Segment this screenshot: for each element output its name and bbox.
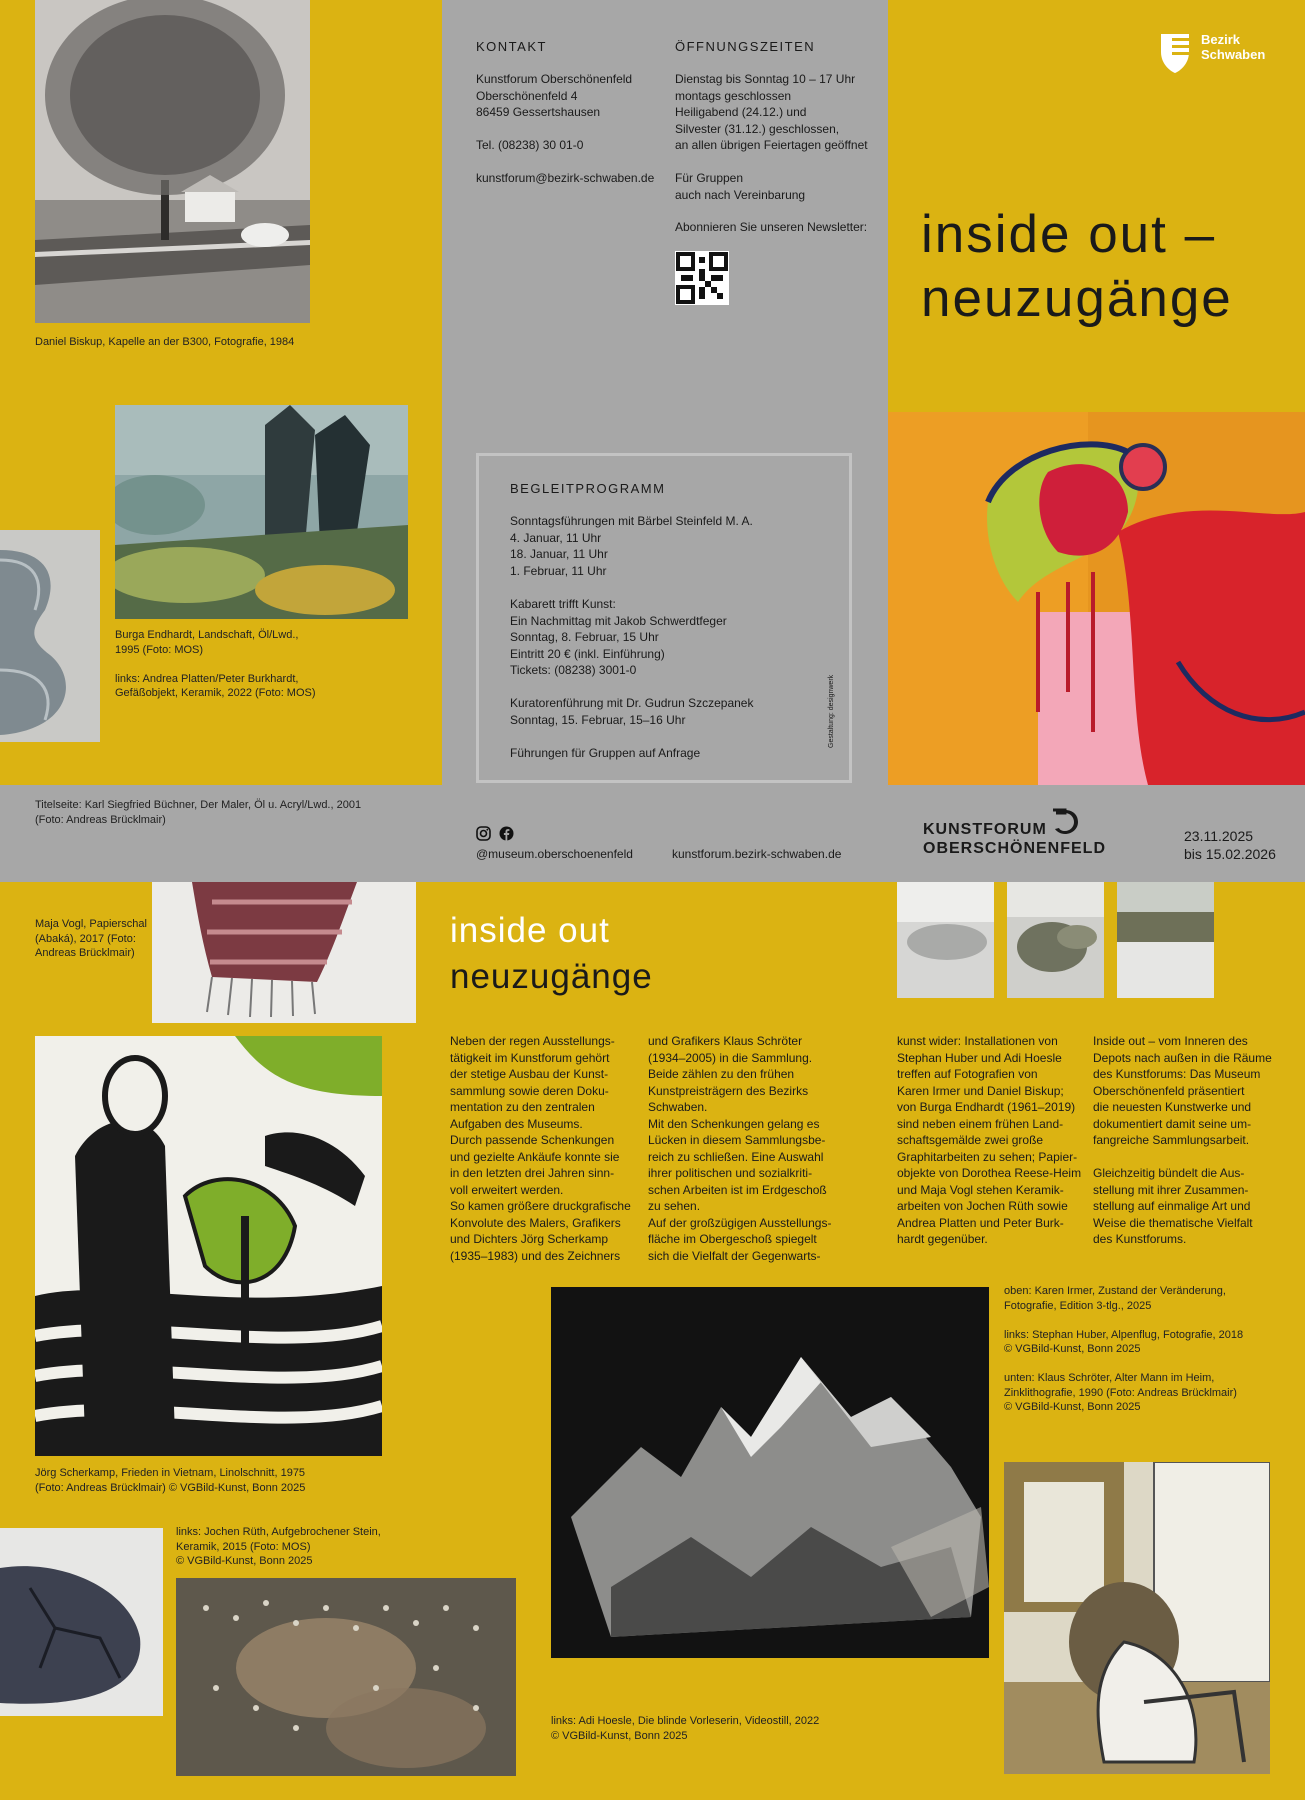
body-column-2: und Grafikers Klaus Schröter (1934–2005) in die Sammlung. Beide zählen zu den frühen Kunstpreisträgern des Bezirks Schwaben. Mit den Schenkungen gelang es Lücken in diesem Sammlungsbe- reich zu schließen. Eine Auswahl ihrer politischen und sozialkriti- schen Arbeiten ist im Erdgeschoß zu sehen. Auf der großzügigen Ausstellungs- fläche im Obergeschoß spiegelt sich die Vielfalt der Gegenwarts- — [648, 1034, 832, 1263]
caption-rueth: links: Jochen Rüth, Aufgebrochener Stein, Keramik, 2015 (Foto: MOS) © VGBild-Kunst, Bonn 2025 — [176, 1526, 381, 1567]
photo-irmer-2 — [1007, 882, 1104, 998]
contact-email[interactable]: kunstforum@bezirk-schwaben.de — [476, 171, 655, 185]
contact-heading: KONTAKT — [476, 39, 547, 54]
hours-heading: ÖFFNUNGSZEITEN — [675, 39, 816, 54]
caption-hoesle: links: Adi Hoesle, Die blinde Vorleserin, Videostill, 2022 © VGBild-Kunst, Bonn 2025 — [551, 1715, 820, 1742]
instagram-icon[interactable] — [476, 826, 491, 841]
photo-biskup-chapel — [35, 0, 310, 323]
installation-huber-alpenflug — [551, 1287, 989, 1658]
painting-endhardt-landscape — [115, 405, 408, 619]
contact-phone[interactable]: Tel. (08238) 30 01-0 — [476, 138, 584, 152]
design-credit: Gestaltung: designwerk — [828, 674, 835, 748]
painting-buechner-cover — [888, 412, 1305, 785]
contact-address: Kunstforum Oberschönenfeld Oberschönenfeld 4 86459 Gessertshausen — [476, 72, 633, 119]
photo-irmer-1 — [897, 882, 994, 998]
caption-cover: Titelseite: Karl Siegfried Büchner, Der Maler, Öl u. Acryl/Lwd., 2001 (Foto: Andreas Brücklmair) — [35, 799, 362, 826]
footer-band — [442, 785, 1305, 882]
newsletter-qr-code[interactable] — [675, 251, 729, 305]
photo-ceramic-vessel — [0, 530, 100, 742]
caption-scherkamp: Jörg Scherkamp, Frieden in Vietnam, Linolschnitt, 1975 (Foto: Andreas Brücklmair) © VGBild-Kunst, Bonn 2025 — [35, 1467, 306, 1494]
program-groups: Führungen für Gruppen auf Anfrage — [510, 746, 701, 760]
caption-endhardt: Burga Endhardt, Landschaft, Öl/Lwd., 1995 (Foto: MOS) links: Andrea Platten/Peter Burkhardt, Gefäßobjekt, Keramik, 2022 (Foto: MOS) — [115, 629, 316, 699]
facebook-icon[interactable] — [499, 826, 514, 841]
photo-rueth-broken-stone — [0, 1528, 163, 1716]
exhibition-dates: 23.11.2025 bis 15.02.2026 — [1184, 828, 1276, 862]
kunstforum-logo-text: KUNSTFORUM OBERSCHÖNENFELD — [923, 821, 1107, 857]
body-column-3: kunst wider: Installationen von Stephan Huber und Adi Hoesle treffen auf Fotografien von Karen Irmer und Daniel Biskup; von Burga Endhardt (1961–2019) sind neben einem frühen Land- schaftsgemälde zwei große Graphitarbeiten zu sehen; Papier- objekte von Dorothea Reese-Heim und Maja Vogl stehen Keramik- arbeiten von Jochen Rüth sowie Andrea Platten und Peter Burk- hardt gegenüber. — [897, 1034, 1082, 1246]
inner-title-line2: neuzugänge — [450, 957, 653, 996]
social-handle[interactable]: @museum.oberschoenenfeld — [476, 847, 633, 861]
photo-vogl-paper-scarf — [152, 882, 416, 1023]
body-column-4: Inside out – vom Inneren des Depots nach außen in die Räume des Kunstforums: Das Museum Oberschönenfeld präsentiert die neuesten Kunstwerke und dokumentiert damit seine um- fangreiche Sammlungsarbeit. Gleichzeitig bündelt die Aus- stellung mit ihrer Zusammen- stellung auf einmalige Art und Weise die thematische Vielfalt des Kunstforums. — [1093, 1034, 1272, 1246]
bezirk-schwaben-logo — [1158, 32, 1278, 74]
body-column-1: Neben der regen Ausstellungs- tätigkeit im Kunstforum gehört der stetige Ausbau der Kunst- sammlung sowie deren Doku- mentation zu den zentralen Aufgaben des Museums. Durch passende Schenkungen und gezielte Ankäufe konnte sie in den letzten drei Jahren sinn- voll erweitert werden. So kamen größere druckgrafische Konvolute des Malers, Grafikers und Dichters Jörg Scherkamp (1935–1983) und des Zeichners — [450, 1034, 631, 1263]
bezirk-schwaben-wordmark: Bezirk Schwaben — [1201, 32, 1266, 62]
kunstforum-logo-mark — [1049, 806, 1081, 838]
artwork-scherkamp-linocut — [35, 1036, 382, 1456]
cover-title: inside out – neuzugänge — [921, 205, 1233, 328]
hours-groups: Für Gruppen auch nach Vereinbarung — [675, 171, 806, 202]
caption-irmer-huber-schroeter: oben: Karen Irmer, Zustand der Veränderung, Fotografie, Edition 3-tlg., 2025 links: Stephan Huber, Alpenflug, Fotografie, 2018 © VGBild-Kunst, Bonn 2025 unten: Klaus Schröter, Alter Mann im Heim, Zinklithografie, 1990 (Foto: Andreas Brücklmair) © VGBild-Kunst, Bonn 2025 — [1004, 1285, 1244, 1413]
artwork-schroeter-lithograph — [1004, 1462, 1270, 1774]
caption-biskup: Daniel Biskup, Kapelle an der B300, Fotografie, 1984 — [35, 336, 295, 348]
photo-irmer-3 — [1117, 882, 1214, 998]
hours-text: Dienstag bis Sonntag 10 – 17 Uhr montags geschlossen Heiligabend (24.12.) und Silvester (31.12.) geschlossen, an allen übrigen Feiertagen geöffnet — [675, 72, 868, 152]
videostill-hoesle-hands — [176, 1578, 516, 1776]
program-curator-tour: Kuratorenführung mit Dr. Gudrun Szczepanek Sonntag, 15. Februar, 15–16 Uhr — [510, 696, 754, 727]
program-heading: BEGLEITPROGRAMM — [510, 481, 666, 496]
inner-title-line1: inside out — [450, 911, 610, 950]
caption-vogl: Maja Vogl, Papierschal (Abaká), 2017 (Foto: Andreas Brücklmair) — [35, 918, 147, 959]
program-cabaret: Kabarett trifft Kunst: Ein Nachmittag mit Jakob Schwerdtfeger Sonntag, 8. Februar, 15 Uhr Eintritt 20 € (inkl. Einführung) Tickets: (08238) 3001-0 — [510, 597, 727, 677]
newsletter-label: Abonnieren Sie unseren Newsletter: — [675, 220, 868, 234]
website-link[interactable]: kunstforum.bezirk-schwaben.de — [672, 847, 842, 861]
program-tours: Sonntagsführungen mit Bärbel Steinfeld M. A. 4. Januar, 11 Uhr 18. Januar, 11 Uhr 1. Februar, 11 Uhr — [510, 514, 753, 578]
kunstforum-logo — [923, 806, 1107, 862]
